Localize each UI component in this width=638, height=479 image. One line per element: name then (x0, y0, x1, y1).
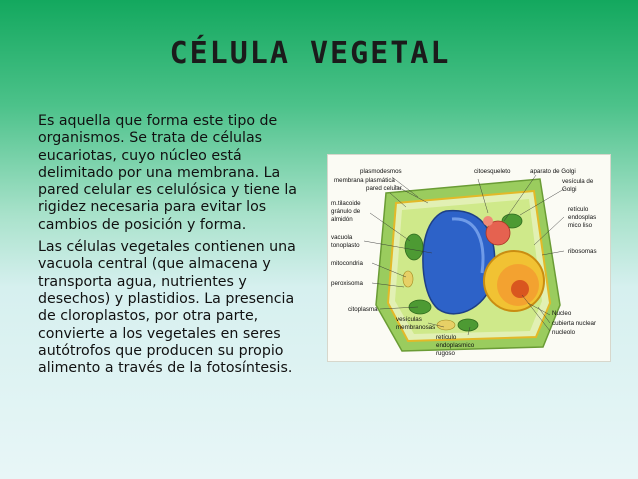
chloroplast (405, 234, 423, 260)
label-tilacoide: m.tilacoide (331, 200, 361, 207)
label-reticulo-rugoso-1: retículo (436, 334, 457, 341)
label-aparato-golgi: aparato de Golgi (530, 168, 576, 175)
label-reticulo-liso-3: mico liso (568, 222, 593, 229)
chloroplast (458, 319, 478, 331)
label-vesiculas-1: vesículas (396, 316, 422, 323)
body-text (38, 113, 310, 382)
label-reticulo-rugoso-3: rugoso (436, 350, 455, 357)
label-vesiculas-2: membranosas (396, 324, 436, 331)
label-vesicula-golgi-1: vesícula de (562, 178, 594, 185)
label-granulo: gránulo de (331, 208, 361, 215)
paragraph-organelles: Las células vegetales contienen una vacuola central (que almacena y transporta agua, nutrientes y desechos) y plastidios. La presencia de cloroplastos, por otra parte, convierte a los vegetales en seres autótrofos que producen su propio alimento a través de la fotosíntesis. (38, 239, 296, 377)
label-citoesqueleto: citoesqueleto (474, 168, 511, 175)
paragraph-definition: Es aquella que forma este tipo de organismos. Se trata de células eucariotas, cuyo núcleo está delimitado por una membrana. La pared celular es celulósica y tiene la rigidez necesaria para evitar los cambios de posición y forma. (38, 113, 297, 233)
golgi-vesicle (483, 216, 493, 226)
chloroplast (409, 300, 431, 314)
plant-cell-illustration (328, 155, 610, 361)
label-mitocondria: mitocondria (331, 260, 363, 267)
label-vacuola: vacuola (331, 234, 353, 241)
label-ribosomas: ribosomas (568, 248, 597, 255)
label-almidon: almidón (331, 216, 353, 223)
slide-title: CÉLULA VEGETAL (169, 36, 451, 71)
label-reticulo-liso-1: retículo (568, 206, 589, 213)
label-cubierta-nuclear: cubierta nuclear (552, 320, 597, 327)
label-nucleolo: nucleolo (552, 329, 576, 336)
label-vesicula-golgi-2: Golgi (562, 186, 577, 193)
label-nucleo: Nucleo (552, 310, 572, 317)
mitochondrion (437, 320, 455, 330)
label-membrana-plasmatica: membrana plasmática (334, 177, 395, 184)
mitochondrion (403, 271, 413, 287)
label-peroxisoma: peroxisoma (331, 280, 363, 287)
label-citoplasma: citoplasma (348, 306, 378, 313)
label-reticulo-rugoso-2: endoplasmico (436, 342, 475, 349)
label-pared-celular: pared celular (366, 185, 402, 192)
label-reticulo-liso-2: endosplas (568, 214, 597, 221)
label-tonoplasto: tonoplasto (331, 242, 360, 249)
plant-cell-diagram (327, 154, 611, 362)
nucleolus-shape (511, 280, 529, 298)
label-plasmodesmos: plasmodesmos (360, 168, 402, 175)
